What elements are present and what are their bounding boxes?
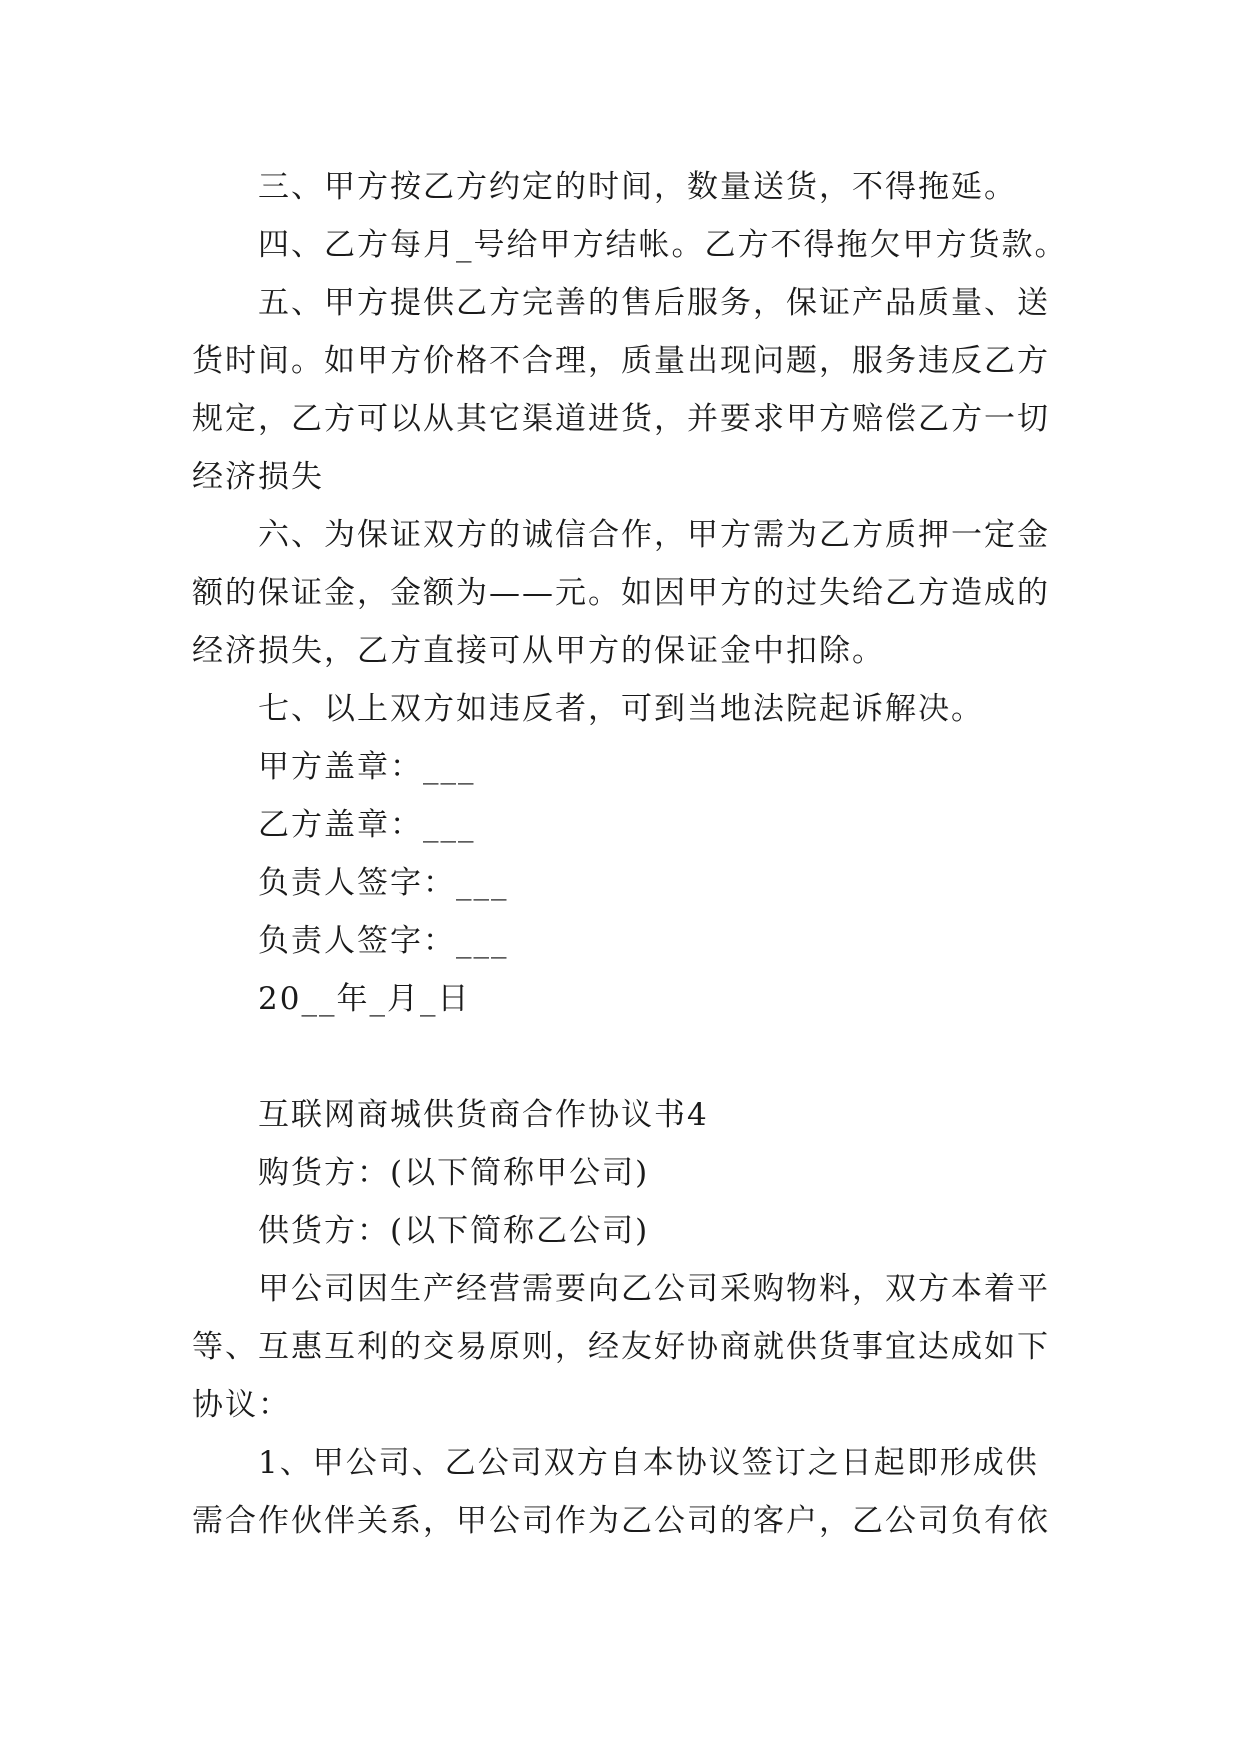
clause-6-line-1: 六、为保证双方的诚信合作，甲方需为乙方质押一定金 xyxy=(258,517,1050,553)
intro-line-1: 甲公司因生产经营需要向乙公司采购物料，双方本着平 xyxy=(258,1271,1050,1307)
article-1-line-1: 1、甲公司、乙公司双方自本协议签订之日起即形成供 xyxy=(258,1445,1039,1481)
party-a-seal-line: 甲方盖章：___ xyxy=(258,749,476,785)
signature-line-2: 负责人签字：___ xyxy=(258,923,509,959)
clause-6-line-2: 额的保证金，金额为——元。如因甲方的过失给乙方造成的 xyxy=(192,575,1050,611)
section-title: 互联网商城供货商合作协议书4 xyxy=(258,1097,709,1133)
supplier-line: 供货方：(以下简称乙公司) xyxy=(258,1213,650,1249)
clause-5-line-3: 规定，乙方可以从其它渠道进货，并要求甲方赔偿乙方一切 xyxy=(192,401,1050,437)
clause-5-line-4: 经济损失 xyxy=(192,459,324,495)
date-line: 20__年_月_日 xyxy=(258,981,471,1017)
buyer-line: 购货方：(以下简称甲公司) xyxy=(258,1155,650,1191)
clause-7-line: 七、以上双方如违反者，可到当地法院起诉解决。 xyxy=(258,691,984,727)
article-1-line-2: 需合作伙伴关系，甲公司作为乙公司的客户，乙公司负有依 xyxy=(192,1503,1050,1539)
clause-3-line: 三、甲方按乙方约定的时间，数量送货，不得拖延。 xyxy=(258,169,1017,205)
clause-4-line: 四、乙方每月_号给甲方结帐。乙方不得拖欠甲方货款。 xyxy=(258,227,1068,263)
intro-line-3: 协议： xyxy=(192,1387,291,1423)
clause-5-line-1: 五、甲方提供乙方完善的售后服务，保证产品质量、送 xyxy=(258,285,1050,321)
clause-6-line-3: 经济损失，乙方直接可从甲方的保证金中扣除。 xyxy=(192,633,885,669)
clause-5-line-2: 货时间。如甲方价格不合理，质量出现问题，服务违反乙方 xyxy=(192,343,1050,379)
intro-line-2: 等、互惠互利的交易原则，经友好协商就供货事宜达成如下 xyxy=(192,1329,1050,1365)
signature-line-1: 负责人签字：___ xyxy=(258,865,509,901)
party-b-seal-line: 乙方盖章：___ xyxy=(258,807,476,843)
